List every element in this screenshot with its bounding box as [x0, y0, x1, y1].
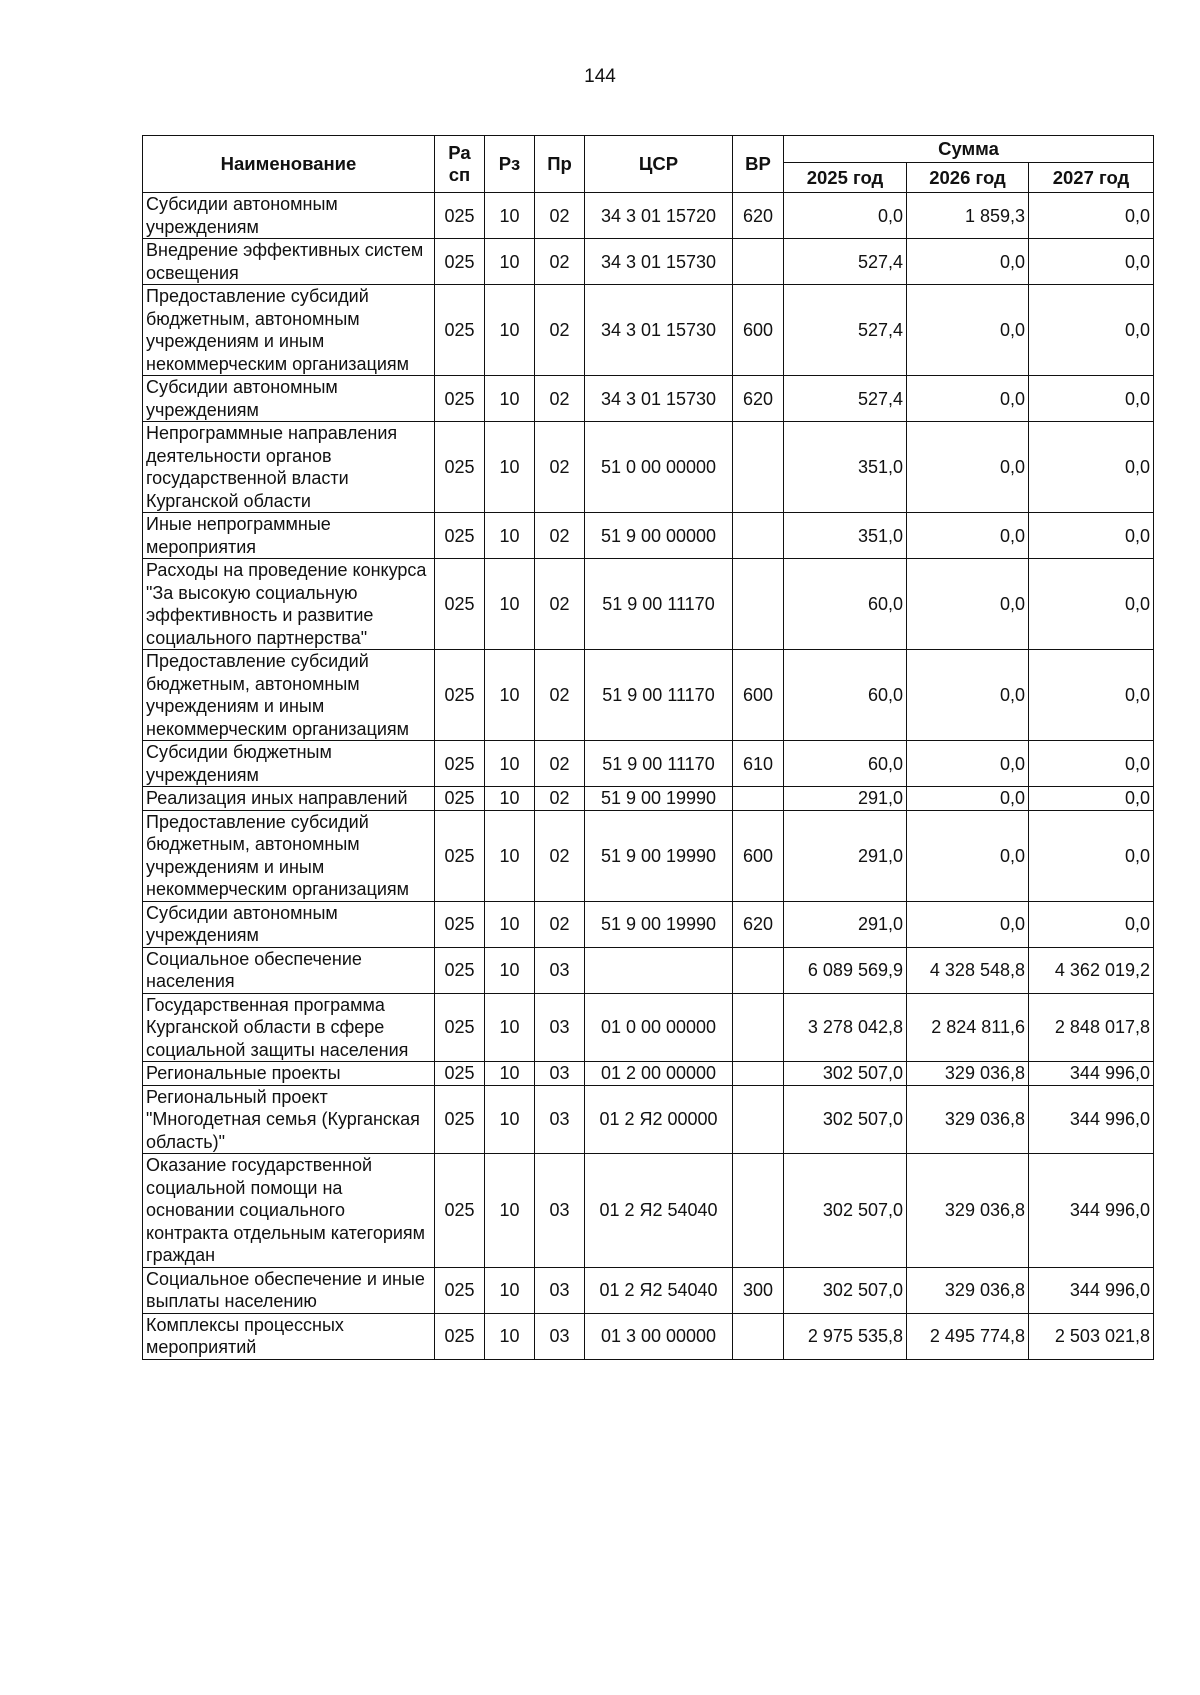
cell-2025: 291,0	[784, 901, 907, 947]
cell-rz: 10	[485, 993, 535, 1062]
cell-2026: 0,0	[907, 376, 1029, 422]
cell-pr: 02	[535, 376, 585, 422]
cell-name: Предоставление субсидий бюджетным, автономным учреждениям и иным некоммерческим организациям	[143, 810, 435, 901]
cell-2027: 0,0	[1029, 193, 1154, 239]
cell-rz: 10	[485, 193, 535, 239]
cell-rasp: 025	[435, 787, 485, 811]
table-row	[143, 741, 1154, 787]
header-year-2025: 2025 год	[784, 163, 907, 193]
cell-vr	[733, 559, 784, 650]
cell-vr	[733, 1062, 784, 1086]
cell-name: Региональные проекты	[143, 1062, 435, 1086]
cell-name: Субсидии автономным учреждениям	[143, 376, 435, 422]
cell-2025: 291,0	[784, 810, 907, 901]
cell-2027: 2 503 021,8	[1029, 1313, 1154, 1359]
cell-2025: 302 507,0	[784, 1154, 907, 1268]
cell-2027: 0,0	[1029, 422, 1154, 513]
cell-2027: 0,0	[1029, 787, 1154, 811]
cell-name: Социальное обеспечение населения	[143, 947, 435, 993]
cell-name: Реализация иных направлений	[143, 787, 435, 811]
table-row	[143, 1313, 1154, 1359]
cell-2025: 527,4	[784, 376, 907, 422]
cell-2026: 329 036,8	[907, 1085, 1029, 1154]
cell-rasp: 025	[435, 559, 485, 650]
table-row	[143, 422, 1154, 513]
table-row	[143, 947, 1154, 993]
cell-csr: 51 9 00 11170	[585, 741, 733, 787]
cell-name: Предоставление субсидий бюджетным, автономным учреждениям и иным некоммерческим организациям	[143, 285, 435, 376]
cell-name: Непрограммные направления деятельности органов государственной власти Курганской области	[143, 422, 435, 513]
cell-pr: 03	[535, 1085, 585, 1154]
cell-2026: 329 036,8	[907, 1062, 1029, 1086]
cell-name: Субсидии бюджетным учреждениям	[143, 741, 435, 787]
cell-2026: 0,0	[907, 650, 1029, 741]
cell-2025: 60,0	[784, 650, 907, 741]
cell-2026: 0,0	[907, 285, 1029, 376]
cell-pr: 02	[535, 513, 585, 559]
cell-2027: 0,0	[1029, 810, 1154, 901]
table-row	[143, 901, 1154, 947]
header-rasp: Ра сп	[435, 136, 485, 193]
cell-2025: 527,4	[784, 239, 907, 285]
cell-pr: 03	[535, 1313, 585, 1359]
cell-vr	[733, 787, 784, 811]
cell-rz: 10	[485, 1085, 535, 1154]
cell-vr	[733, 239, 784, 285]
cell-2025: 60,0	[784, 559, 907, 650]
cell-2025: 291,0	[784, 787, 907, 811]
cell-2026: 2 824 811,6	[907, 993, 1029, 1062]
cell-csr	[585, 947, 733, 993]
cell-rz: 10	[485, 376, 535, 422]
cell-csr: 51 9 00 00000	[585, 513, 733, 559]
cell-csr: 01 2 Я2 00000	[585, 1085, 733, 1154]
cell-rz: 10	[485, 1313, 535, 1359]
page-number: 144	[584, 66, 616, 87]
cell-2026: 4 328 548,8	[907, 947, 1029, 993]
cell-2027: 0,0	[1029, 285, 1154, 376]
cell-csr: 01 2 00 00000	[585, 1062, 733, 1086]
cell-2026: 329 036,8	[907, 1267, 1029, 1313]
table-body	[143, 193, 1154, 1360]
table-row	[143, 650, 1154, 741]
cell-rz: 10	[485, 650, 535, 741]
cell-2025: 527,4	[784, 285, 907, 376]
cell-rasp: 025	[435, 1267, 485, 1313]
cell-vr: 300	[733, 1267, 784, 1313]
cell-2027: 0,0	[1029, 650, 1154, 741]
cell-2025: 6 089 569,9	[784, 947, 907, 993]
cell-2027: 344 996,0	[1029, 1085, 1154, 1154]
cell-csr: 01 0 00 00000	[585, 993, 733, 1062]
cell-csr: 51 9 00 11170	[585, 650, 733, 741]
cell-rasp: 025	[435, 810, 485, 901]
cell-vr: 610	[733, 741, 784, 787]
cell-rasp: 025	[435, 1085, 485, 1154]
cell-name: Социальное обеспечение и иные выплаты населению	[143, 1267, 435, 1313]
cell-pr: 02	[535, 650, 585, 741]
cell-pr: 02	[535, 559, 585, 650]
cell-csr: 51 0 00 00000	[585, 422, 733, 513]
cell-2027: 0,0	[1029, 239, 1154, 285]
cell-csr: 51 9 00 19990	[585, 901, 733, 947]
cell-rz: 10	[485, 1154, 535, 1268]
header-csr: ЦСР	[585, 136, 733, 193]
cell-pr: 02	[535, 741, 585, 787]
cell-2027: 0,0	[1029, 559, 1154, 650]
cell-vr: 600	[733, 810, 784, 901]
cell-vr	[733, 513, 784, 559]
cell-2026: 1 859,3	[907, 193, 1029, 239]
cell-csr: 01 3 00 00000	[585, 1313, 733, 1359]
cell-rasp: 025	[435, 239, 485, 285]
table-row	[143, 239, 1154, 285]
cell-rasp: 025	[435, 901, 485, 947]
table-row	[143, 285, 1154, 376]
table-row	[143, 513, 1154, 559]
cell-vr: 620	[733, 376, 784, 422]
cell-rz: 10	[485, 810, 535, 901]
cell-rasp: 025	[435, 422, 485, 513]
cell-pr: 02	[535, 810, 585, 901]
cell-2026: 0,0	[907, 741, 1029, 787]
cell-2026: 0,0	[907, 901, 1029, 947]
cell-name: Внедрение эффективных систем освещения	[143, 239, 435, 285]
cell-name: Комплексы процессных мероприятий	[143, 1313, 435, 1359]
cell-vr	[733, 993, 784, 1062]
cell-pr: 02	[535, 901, 585, 947]
cell-pr: 02	[535, 422, 585, 513]
cell-2025: 302 507,0	[784, 1085, 907, 1154]
cell-name: Расходы на проведение конкурса "За высокую социальную эффективность и развитие социального партнерства"	[143, 559, 435, 650]
cell-csr: 34 3 01 15730	[585, 376, 733, 422]
cell-name: Предоставление субсидий бюджетным, автономным учреждениям и иным некоммерческим организациям	[143, 650, 435, 741]
header-year-2027: 2027 год	[1029, 163, 1154, 193]
cell-name: Региональный проект "Многодетная семья (Курганская область)"	[143, 1085, 435, 1154]
cell-rz: 10	[485, 1267, 535, 1313]
cell-rz: 10	[485, 513, 535, 559]
cell-name: Государственная программа Курганской области в сфере социальной защиты населения	[143, 993, 435, 1062]
cell-vr: 600	[733, 650, 784, 741]
cell-vr	[733, 422, 784, 513]
cell-csr: 34 3 01 15730	[585, 285, 733, 376]
cell-2027: 344 996,0	[1029, 1062, 1154, 1086]
cell-rasp: 025	[435, 1313, 485, 1359]
table-row	[143, 1267, 1154, 1313]
header-rz: Рз	[485, 136, 535, 193]
cell-rasp: 025	[435, 1062, 485, 1086]
table-row	[143, 993, 1154, 1062]
cell-rz: 10	[485, 1062, 535, 1086]
cell-csr: 51 9 00 11170	[585, 559, 733, 650]
cell-2025: 60,0	[784, 741, 907, 787]
cell-csr: 51 9 00 19990	[585, 787, 733, 811]
cell-rasp: 025	[435, 741, 485, 787]
cell-pr: 02	[535, 193, 585, 239]
cell-2026: 0,0	[907, 787, 1029, 811]
cell-rasp: 025	[435, 947, 485, 993]
header-vr: ВР	[733, 136, 784, 193]
table-row	[143, 1062, 1154, 1086]
cell-csr: 01 2 Я2 54040	[585, 1154, 733, 1268]
cell-rz: 10	[485, 239, 535, 285]
cell-pr: 02	[535, 787, 585, 811]
cell-rasp: 025	[435, 993, 485, 1062]
cell-rz: 10	[485, 787, 535, 811]
cell-vr: 620	[733, 901, 784, 947]
table-row	[143, 810, 1154, 901]
cell-2026: 2 495 774,8	[907, 1313, 1029, 1359]
cell-2026: 329 036,8	[907, 1154, 1029, 1268]
table-row	[143, 376, 1154, 422]
cell-2027: 4 362 019,2	[1029, 947, 1154, 993]
cell-name: Субсидии автономным учреждениям	[143, 193, 435, 239]
cell-name: Иные непрограммные мероприятия	[143, 513, 435, 559]
cell-rz: 10	[485, 285, 535, 376]
cell-csr: 34 3 01 15720	[585, 193, 733, 239]
cell-2025: 0,0	[784, 193, 907, 239]
table-row	[143, 787, 1154, 811]
cell-rasp: 025	[435, 650, 485, 741]
cell-rz: 10	[485, 559, 535, 650]
cell-rz: 10	[485, 422, 535, 513]
cell-rasp: 025	[435, 376, 485, 422]
cell-2027: 0,0	[1029, 513, 1154, 559]
table-row	[143, 1085, 1154, 1154]
cell-rz: 10	[485, 947, 535, 993]
table-row	[143, 1154, 1154, 1268]
cell-2025: 2 975 535,8	[784, 1313, 907, 1359]
cell-rasp: 025	[435, 1154, 485, 1268]
cell-name: Оказание государственной социальной помощи на основании социального контракта отдельным категориям граждан	[143, 1154, 435, 1268]
cell-rz: 10	[485, 901, 535, 947]
header-pr: Пр	[535, 136, 585, 193]
cell-csr: 01 2 Я2 54040	[585, 1267, 733, 1313]
header-year-2026: 2026 год	[907, 163, 1029, 193]
cell-vr	[733, 1085, 784, 1154]
cell-2027: 2 848 017,8	[1029, 993, 1154, 1062]
cell-pr: 02	[535, 285, 585, 376]
cell-2025: 3 278 042,8	[784, 993, 907, 1062]
cell-2026: 0,0	[907, 422, 1029, 513]
cell-2027: 0,0	[1029, 376, 1154, 422]
cell-2027: 344 996,0	[1029, 1267, 1154, 1313]
cell-rz: 10	[485, 741, 535, 787]
table-row	[143, 193, 1154, 239]
cell-csr: 34 3 01 15730	[585, 239, 733, 285]
cell-pr: 03	[535, 1267, 585, 1313]
cell-rasp: 025	[435, 285, 485, 376]
cell-2025: 351,0	[784, 422, 907, 513]
cell-vr	[733, 947, 784, 993]
header-sum: Сумма	[784, 136, 1154, 163]
cell-rasp: 025	[435, 193, 485, 239]
cell-csr: 51 9 00 19990	[585, 810, 733, 901]
cell-2025: 351,0	[784, 513, 907, 559]
cell-2026: 0,0	[907, 810, 1029, 901]
cell-vr: 600	[733, 285, 784, 376]
cell-vr	[733, 1154, 784, 1268]
cell-vr	[733, 1313, 784, 1359]
cell-2027: 0,0	[1029, 741, 1154, 787]
header-name: Наименование	[143, 136, 435, 193]
cell-vr: 620	[733, 193, 784, 239]
table-row	[143, 559, 1154, 650]
cell-pr: 03	[535, 947, 585, 993]
cell-2027: 0,0	[1029, 901, 1154, 947]
cell-pr: 03	[535, 1154, 585, 1268]
cell-rasp: 025	[435, 513, 485, 559]
cell-name: Субсидии автономным учреждениям	[143, 901, 435, 947]
cell-pr: 02	[535, 239, 585, 285]
cell-2027: 344 996,0	[1029, 1154, 1154, 1268]
cell-2026: 0,0	[907, 513, 1029, 559]
cell-pr: 03	[535, 1062, 585, 1086]
cell-2026: 0,0	[907, 559, 1029, 650]
budget-table	[142, 135, 1154, 1360]
cell-pr: 03	[535, 993, 585, 1062]
cell-2025: 302 507,0	[784, 1267, 907, 1313]
cell-2026: 0,0	[907, 239, 1029, 285]
cell-2025: 302 507,0	[784, 1062, 907, 1086]
